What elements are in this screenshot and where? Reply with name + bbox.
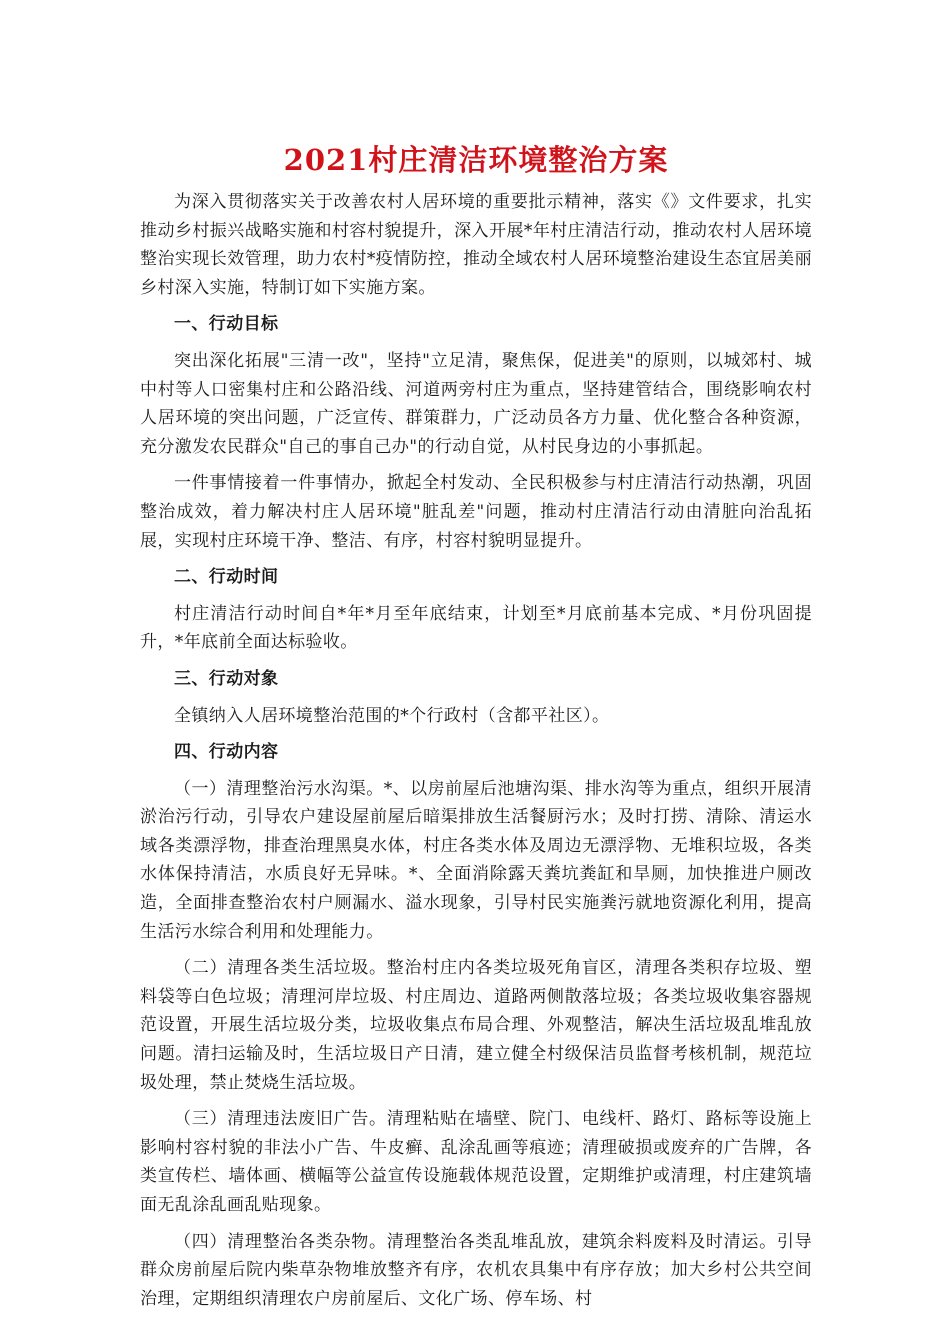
section-heading-content: 四、行动内容 <box>174 742 279 763</box>
paragraph: （二）清理各类生活垃圾。整治村庄内各类垃圾死角盲区，清理各类积存垃圾、塑料袋等白色垃圾；清理河岸垃圾、村庄周边、道路两侧散落垃圾；各类垃圾收集容器规范设置，开展生活垃圾分类，垃圾收集点布局合理、外观整洁，解决生活垃圾乱堆乱放问题。清扫运输及时，生活垃圾日产日清，建立健全村级保洁员监督考核机制，规范垃圾处理，禁止焚烧生活垃圾。 <box>140 958 812 1093</box>
paragraph: （一）清理整治污水沟渠。*、以房前屋后池塘沟渠、排水沟等为重点，组织开展清淤治污行动，引导农户建设屋前屋后暗渠排放生活餐厨污水；及时打捞、清除、清运水域各类漂浮物，排查治理黑臭水体，村庄各类水体及周边无漂浮物、无堆积垃圾，各类水体保持清洁，水质良好无异味。*、全面消除露天粪坑粪缸和旱厕，加快推进户厕改造，全面排查整治农村户厕漏水、溢水现象，引导村民实施粪污就地资源化利用，提高生活污水综合利用和处理能力。 <box>140 778 812 942</box>
section-heading-goals: 一、行动目标 <box>174 314 279 335</box>
section-heading-targets: 三、行动对象 <box>174 668 279 689</box>
document-body <box>140 188 812 1313</box>
paragraph: （四）清理整治各类杂物。清理整治各类乱堆乱放，建筑余料废料及时清运。引导群众房前屋后院内柴草杂物堆放整齐有序，农机农具集中有序存放；加大乡村公共空间治理，定期组织清理农户房前屋后、文化广场、停车场、村 <box>140 1231 812 1309</box>
paragraph: 突出深化拓展"三清一改"，坚持"立足清，聚焦保，促进美"的原则，以城郊村、城中村等人口密集村庄和公路沿线、河道两旁村庄为重点，坚持建管结合，围绕影响农村人居环境的突出问题，广泛宣传、群策群力，广泛动员各方力量、优化整合各种资源，充分激发农民群众"自己的事自己办"的行动自觉，从村民身边的小事抓起。 <box>140 350 812 457</box>
intro-paragraph: 为深入贯彻落实关于改善农村人居环境的重要批示精神，落实《》文件要求，扎实推动乡村振兴战略实施和村容村貌提升，深入开展*年村庄清洁行动，推动农村人居环境整治实现长效管理，助力农村*疫情防控，推动全域农村人居环境整治建设生态宜居美丽乡村深入实施，特制订如下实施方案。 <box>140 192 812 298</box>
paragraph: （三）清理违法废旧广告。清理粘贴在墙壁、院门、电线杆、路灯、路标等设施上影响村容村貌的非法小广告、牛皮癣、乱涂乱画等痕迹；清理破损或废弃的广告牌，各类宣传栏、墙体画、横幅等公益宣传设施载体规范设置，定期维护或清理，村庄建筑墙面无乱涂乱画乱贴现象。 <box>140 1109 812 1215</box>
section-heading-time: 二、行动时间 <box>174 567 279 588</box>
paragraph: 全镇纳入人居环境整治范围的*个行政村（含都平社区）。 <box>174 705 610 726</box>
paragraph: 村庄清洁行动时间自*年*月至年底结束，计划至*月底前基本完成、*月份巩固提升，*年底前全面达标验收。 <box>140 603 812 653</box>
document-title: 2021村庄清洁环境整治方案 <box>283 143 669 177</box>
paragraph: 一件事情接着一件事情办，掀起全村发动、全民积极参与村庄清洁行动热潮，巩固整治成效，着力解决村庄人居环境"脏乱差"问题，推动村庄清洁行动由清脏向治乱拓展，实现村庄环境干净、整洁、有序，村容村貌明显提升。 <box>140 473 812 551</box>
